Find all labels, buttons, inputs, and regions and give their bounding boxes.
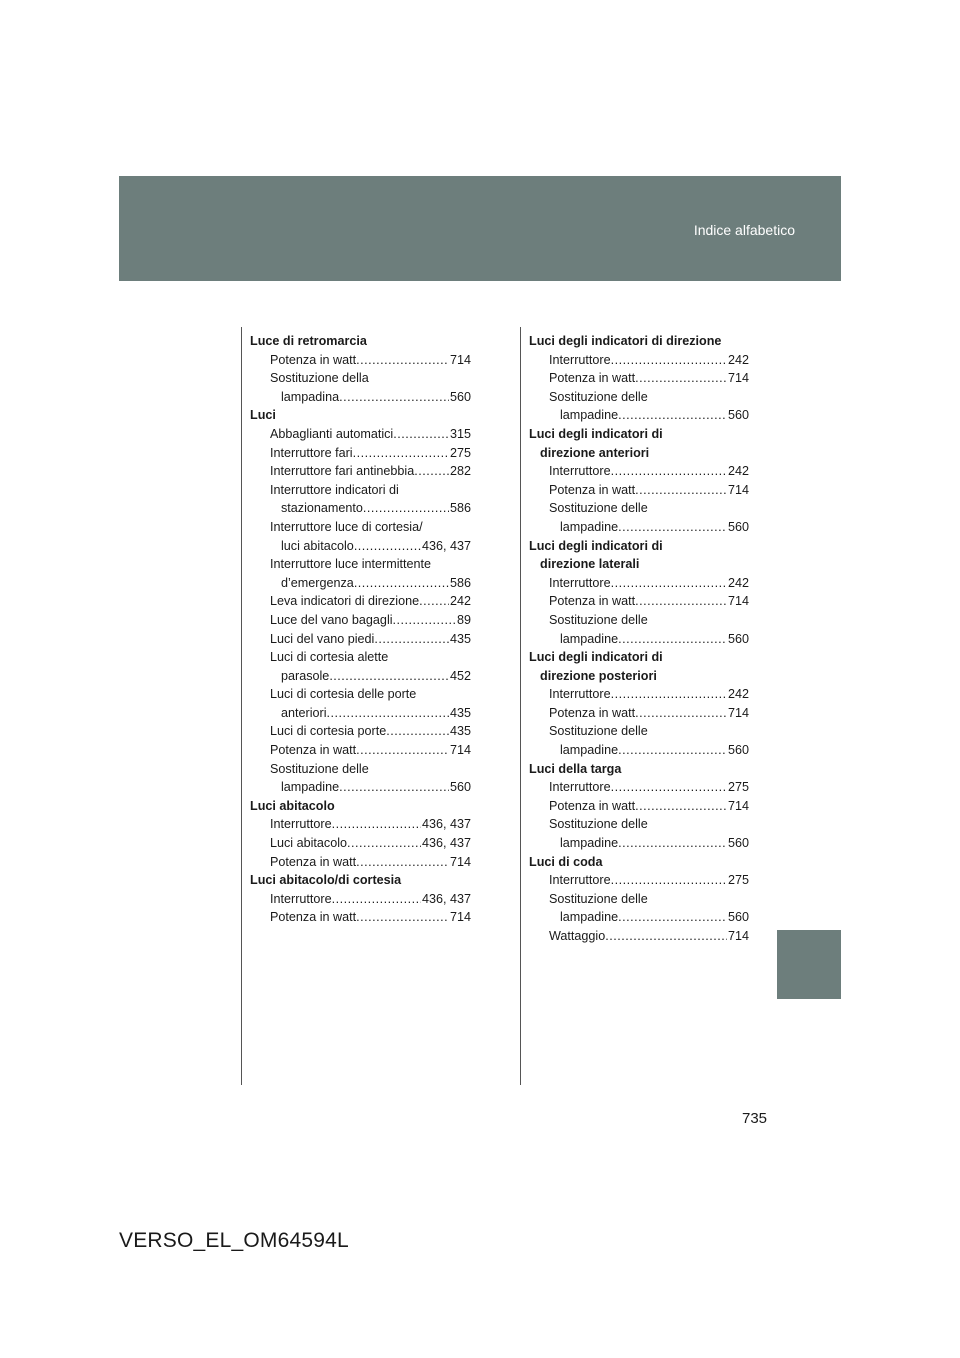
entry-page-ref: 714	[449, 743, 471, 758]
entry-text: Interruttore indicatori di	[270, 482, 399, 497]
dot-leader	[618, 908, 727, 927]
entry-text: luci abitacolo	[281, 538, 354, 553]
index-entry	[529, 778, 749, 797]
page-number: 735	[742, 1110, 768, 1127]
dot-leader	[611, 778, 727, 797]
index-entry	[250, 853, 471, 872]
index-heading	[529, 853, 749, 872]
index-entry	[529, 518, 749, 537]
dot-leader	[611, 351, 727, 370]
dot-leader	[611, 574, 727, 593]
entry-text: Leva indicatori di direzione	[270, 594, 420, 609]
index-heading	[250, 871, 471, 890]
dot-leader	[332, 890, 421, 909]
entry-text: Interruttore	[270, 891, 332, 906]
dot-leader	[329, 667, 449, 686]
dot-leader	[635, 369, 727, 388]
entry-page-ref: 275	[449, 445, 471, 460]
entry-text: Sostituzione delle	[549, 724, 648, 739]
entry-text: Luci di cortesia alette	[270, 650, 389, 665]
section-tab-marker	[777, 930, 841, 999]
dot-leader	[635, 704, 727, 723]
index-entry	[529, 369, 749, 388]
entry-text: anteriori	[281, 705, 327, 720]
index-entry	[250, 667, 471, 686]
index-heading	[529, 667, 749, 686]
index-heading	[529, 537, 749, 556]
entry-text: Luci degli indicatori di	[529, 650, 663, 665]
entry-page-ref: 560	[727, 910, 749, 925]
entry-page-ref: 436, 437	[421, 538, 471, 553]
dot-leader	[353, 444, 449, 463]
entry-text: Interruttore fari antinebbia	[270, 464, 415, 479]
dot-leader	[618, 518, 727, 537]
dot-leader	[356, 741, 449, 760]
entry-text: Luci degli indicatori di direzione	[529, 334, 722, 348]
entry-text: Luci abitacolo	[250, 798, 335, 813]
dot-leader	[374, 630, 449, 649]
index-entry	[529, 351, 749, 370]
index-entry	[529, 797, 749, 816]
index-column-left	[250, 332, 471, 927]
index-heading	[529, 425, 749, 444]
entry-page-ref: 714	[727, 482, 749, 497]
entry-text: Interruttore fari	[270, 445, 353, 460]
entry-text: Interruttore	[549, 464, 611, 479]
entry-text: Luci degli indicatori di	[529, 426, 663, 441]
entry-text: lampadine	[560, 631, 619, 646]
index-entry	[529, 890, 749, 909]
index-entry	[529, 722, 749, 741]
entry-text: Abbaglianti automatici	[270, 426, 394, 441]
dot-leader	[419, 592, 449, 611]
index-heading	[529, 444, 749, 463]
entry-page-ref: 436, 437	[421, 836, 471, 851]
entry-text: Luce del vano bagagli	[270, 612, 393, 627]
entry-text: Potenza in watt	[549, 371, 636, 386]
dot-leader	[339, 778, 449, 797]
entry-page-ref: 714	[727, 371, 749, 386]
dot-leader	[393, 611, 456, 630]
entry-page-ref: 714	[727, 594, 749, 609]
entry-page-ref: 242	[727, 575, 749, 590]
index-entry	[250, 499, 471, 518]
index-entry	[250, 518, 471, 537]
entry-page-ref: 275	[727, 780, 749, 795]
entry-page-ref: 282	[449, 464, 471, 479]
entry-page-ref: 275	[727, 873, 749, 888]
index-entry	[529, 741, 749, 760]
index-heading	[529, 332, 749, 351]
index-entry	[250, 481, 471, 500]
index-entry	[529, 388, 749, 407]
index-entry	[250, 611, 471, 630]
index-entry	[529, 685, 749, 704]
index-entry	[250, 778, 471, 797]
index-entry	[250, 388, 471, 407]
dot-leader	[339, 388, 449, 407]
index-entry	[250, 908, 471, 927]
column-divider-middle	[520, 327, 521, 1085]
index-entry	[250, 537, 471, 556]
index-entry	[250, 630, 471, 649]
index-entry	[529, 574, 749, 593]
index-entry	[529, 499, 749, 518]
index-entry	[250, 741, 471, 760]
dot-leader	[611, 871, 727, 890]
entry-page-ref: 586	[449, 501, 471, 516]
entry-text: Sostituzione della	[270, 371, 369, 386]
index-entry	[250, 462, 471, 481]
index-entry	[250, 704, 471, 723]
index-entry	[250, 815, 471, 834]
dot-leader	[618, 630, 727, 649]
entry-text: Sostituzione delle	[549, 891, 648, 906]
entry-text: lampadine	[560, 408, 619, 423]
index-entry	[250, 648, 471, 667]
index-entry	[250, 369, 471, 388]
entry-page-ref: 242	[727, 687, 749, 702]
entry-text: lampadina	[281, 389, 340, 404]
entry-text: Wattaggio	[549, 929, 606, 943]
entry-text: Potenza in watt	[549, 798, 636, 813]
dot-leader	[618, 406, 727, 425]
entry-text: Potenza in watt	[270, 352, 357, 367]
entry-text: Interruttore	[549, 780, 611, 795]
entry-text: Potenza in watt	[549, 482, 636, 497]
entry-page-ref: 560	[727, 836, 749, 851]
entry-text: Luci	[250, 408, 276, 423]
dot-leader	[354, 574, 449, 593]
entry-text: Potenza in watt	[270, 743, 357, 758]
entry-page-ref: 242	[727, 464, 749, 479]
entry-text: Luci abitacolo/di cortesia	[250, 873, 402, 888]
index-heading	[529, 760, 749, 779]
entry-page-ref: 560	[727, 519, 749, 534]
index-entry	[250, 890, 471, 909]
dot-leader	[347, 834, 421, 853]
dot-leader	[618, 834, 727, 853]
dot-leader	[354, 537, 421, 556]
dot-leader	[356, 853, 449, 872]
document-code: VERSO_EL_OM64594L	[119, 1229, 349, 1252]
index-heading	[529, 555, 749, 574]
index-heading	[250, 332, 471, 351]
entry-text: Interruttore luce di cortesia/	[270, 519, 423, 534]
index-entry	[529, 630, 749, 649]
entry-text: lampadine	[281, 780, 340, 795]
entry-page-ref: 452	[449, 668, 471, 683]
entry-page-ref: 560	[727, 743, 749, 758]
entry-text: direzione anteriori	[540, 445, 650, 460]
dot-leader	[635, 481, 727, 500]
index-heading	[250, 406, 471, 425]
dot-leader	[356, 351, 449, 370]
entry-page-ref: 435	[449, 705, 471, 720]
entry-page-ref: 242	[727, 352, 749, 367]
entry-page-ref: 560	[727, 631, 749, 646]
entry-text: Luci di coda	[529, 854, 603, 869]
index-entry	[250, 444, 471, 463]
entry-text: Potenza in watt	[270, 910, 357, 925]
entry-text: parasole	[281, 668, 330, 683]
dot-leader	[611, 685, 727, 704]
entry-text: Potenza in watt	[549, 594, 636, 609]
section-title: Indice alfabetico	[693, 222, 795, 238]
entry-text: Potenza in watt	[549, 705, 636, 720]
index-entry	[529, 481, 749, 500]
index-entry	[529, 611, 749, 630]
index-entry	[529, 462, 749, 481]
entry-page-ref: 560	[727, 408, 749, 423]
entry-text: d’emergenza	[281, 575, 354, 590]
index-entry	[250, 574, 471, 593]
index-heading	[250, 797, 471, 816]
entry-page-ref: 89	[456, 612, 471, 627]
entry-page-ref: 714	[449, 854, 471, 869]
index-heading	[529, 648, 749, 667]
entry-page-ref: 315	[449, 426, 471, 441]
entry-text: Interruttore	[270, 817, 332, 832]
dot-leader	[393, 425, 449, 444]
entry-text: Interruttore	[549, 575, 611, 590]
index-entry	[250, 592, 471, 611]
entry-page-ref: 586	[449, 575, 471, 590]
entry-text: Interruttore	[549, 873, 611, 888]
dot-leader	[386, 722, 449, 741]
index-entry	[529, 815, 749, 834]
entry-page-ref: 714	[727, 705, 749, 720]
entry-text: lampadine	[560, 836, 619, 851]
index-entry	[529, 592, 749, 611]
entry-text: Sostituzione delle	[549, 612, 648, 627]
entry-text: stazionamento	[281, 501, 363, 516]
dot-leader	[611, 462, 727, 481]
entry-text: Sostituzione delle	[270, 761, 369, 776]
dot-leader	[356, 908, 449, 927]
entry-text: Luce di retromarcia	[250, 334, 367, 348]
index-entry	[529, 834, 749, 853]
index-entry	[529, 406, 749, 425]
column-divider-left	[241, 327, 242, 1085]
index-entry	[250, 685, 471, 704]
entry-text: Sostituzione delle	[549, 501, 648, 516]
entry-page-ref: 435	[449, 724, 471, 739]
index-entry	[250, 555, 471, 574]
index-column-right	[529, 332, 749, 946]
entry-text: lampadine	[560, 910, 619, 925]
index-entry	[529, 927, 749, 946]
index-entry	[250, 722, 471, 741]
index-entry	[250, 425, 471, 444]
index-entry	[529, 908, 749, 927]
entry-text: Luci abitacolo	[270, 836, 348, 851]
entry-text: Sostituzione delle	[549, 817, 648, 832]
entry-text: Luci del vano piedi	[270, 631, 375, 646]
entry-text: Interruttore	[549, 687, 611, 702]
entry-page-ref: 242	[449, 594, 471, 609]
entry-text: Interruttore luce intermittente	[270, 557, 431, 572]
dot-leader	[605, 927, 727, 946]
entry-text: Luci della targa	[529, 761, 622, 776]
entry-text: Sostituzione delle	[549, 389, 648, 404]
entry-page-ref: 560	[449, 389, 471, 404]
dot-leader	[635, 592, 727, 611]
entry-page-ref: 435	[449, 631, 471, 646]
dot-leader	[414, 462, 449, 481]
entry-text: Luci degli indicatori di	[529, 538, 663, 553]
entry-text: Luci di cortesia porte	[270, 724, 387, 739]
dot-leader	[327, 704, 449, 723]
entry-page-ref: 714	[449, 910, 471, 925]
dot-leader	[332, 815, 421, 834]
index-entry	[250, 351, 471, 370]
entry-text: lampadine	[560, 743, 619, 758]
entry-page-ref: 714	[727, 929, 749, 943]
entry-text: direzione posteriori	[540, 668, 657, 683]
dot-leader	[635, 797, 727, 816]
header-band	[119, 176, 841, 281]
entry-text: direzione laterali	[540, 557, 640, 572]
dot-leader	[618, 741, 727, 760]
index-entry	[250, 834, 471, 853]
entry-text: Potenza in watt	[270, 854, 357, 869]
index-entry	[250, 760, 471, 779]
index-entry	[529, 704, 749, 723]
entry-text: lampadine	[560, 519, 619, 534]
entry-page-ref: 436, 437	[421, 817, 471, 832]
index-entry	[529, 871, 749, 890]
entry-page-ref: 714	[449, 352, 471, 367]
entry-page-ref: 560	[449, 780, 471, 795]
entry-page-ref: 714	[727, 798, 749, 813]
entry-text: Luci di cortesia delle porte	[270, 687, 417, 702]
dot-leader	[363, 499, 449, 518]
entry-page-ref: 436, 437	[421, 891, 471, 906]
entry-text: Interruttore	[549, 352, 611, 367]
